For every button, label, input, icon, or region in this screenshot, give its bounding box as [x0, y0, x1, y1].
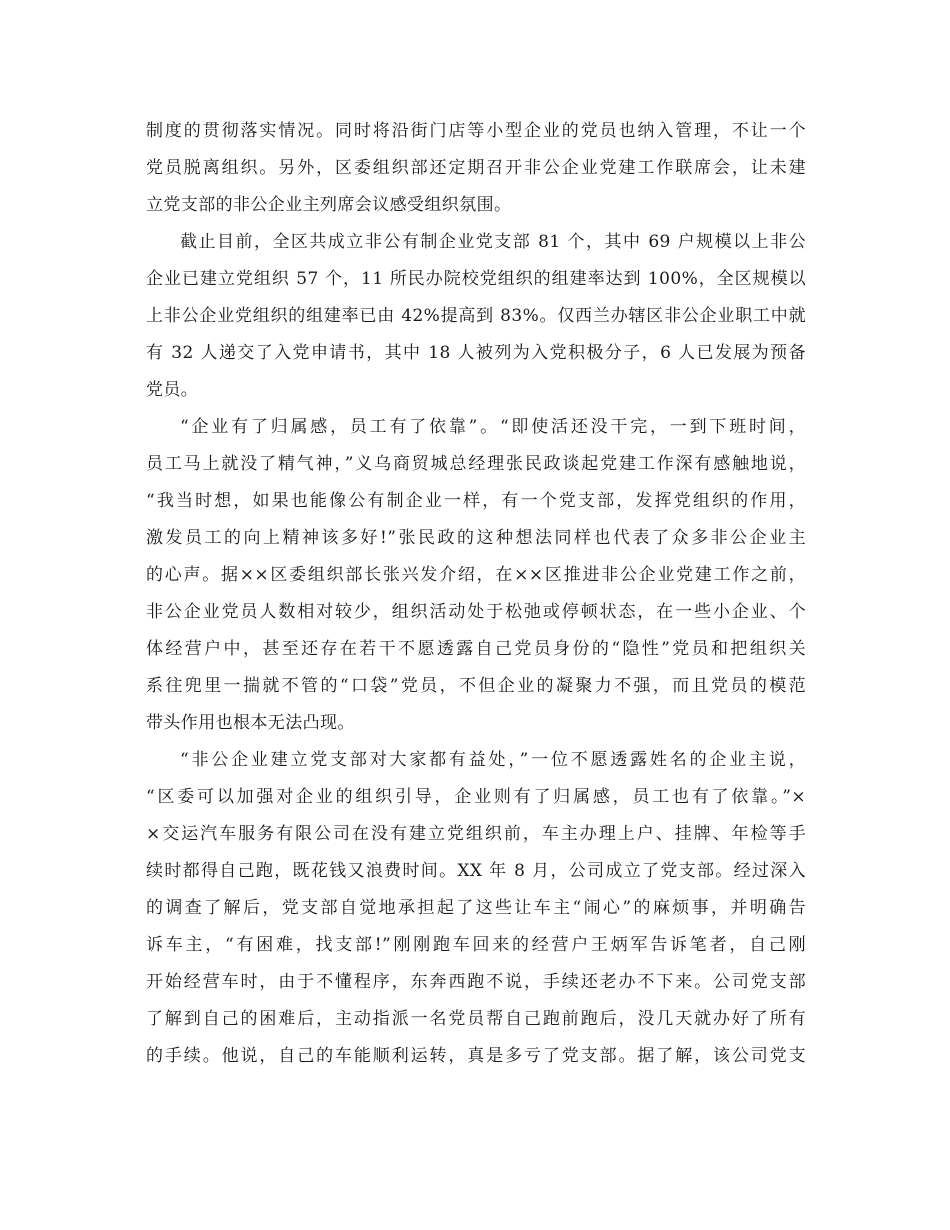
text-line: 制度的贯彻落实情况。同时将沿街门店等小型企业的党员也纳入管理，不让一个 — [146, 121, 806, 141]
text-line: 系往兜里一揣就不管的“口袋”党员，不但企业的凝聚力不强，而且党员的模范 — [146, 676, 806, 696]
text-line: 党员。 — [146, 380, 199, 400]
text-line: 员工马上就没了精气神，”义乌商贸城总经理张民政谈起党建工作深有感触地说， — [146, 454, 806, 474]
document-body — [146, 113, 806, 1075]
text-line: “我当时想，如果也能像公有制企业一样，有一个党支部，发挥党组织的作用， — [146, 491, 806, 511]
text-line: “非公企业建立党支部对大家都有益处，”一位不愿透露姓名的企业主说， — [180, 750, 806, 770]
text-line: 有 32 人递交了入党申请书，其中 18 人被列为入党积极分子，6 人已发展为预备 — [146, 343, 806, 363]
text-line: 诉车主，“有困难，找支部!”刚刚跑车回来的经营户王炳军告诉笔者，自己刚 — [146, 935, 806, 955]
text-line: 激发员工的向上精神该多好!”张民政的这种想法同样也代表了众多非公企业主 — [146, 528, 806, 548]
text-line: 截止目前，全区共成立非公有制企业党支部 81 个，其中 69 户规模以上非公 — [180, 232, 806, 252]
text-line: “企业有了归属感，员工有了依靠”。“即使活还没干完，一到下班时间， — [180, 417, 806, 437]
text-line: 的心声。据××区委组织部长张兴发介绍，在××区推进非公企业党建工作之前， — [146, 565, 806, 585]
text-line: 带头作用也根本无法凸现。 — [146, 713, 355, 733]
text-line: 了解到自己的困难后，主动指派一名党员帮自己跑前跑后，没几天就办好了所有 — [146, 1009, 806, 1029]
text-line: 续时都得自己跑，既花钱又浪费时间。XX 年 8 月，公司成立了党支部。经过深入 — [146, 861, 806, 881]
text-line: 非公企业党员人数相对较少，组织活动处于松弛或停顿状态，在一些小企业、个 — [146, 602, 806, 622]
text-line: 上非公企业党组织的组建率已由 42%提高到 83%。仅西兰办辖区非公企业职工中就 — [146, 306, 806, 326]
text-line: 党员脱离组织。另外，区委组织部还定期召开非公企业党建工作联席会，让未建 — [146, 158, 806, 178]
text-line: ×交运汽车服务有限公司在没有建立党组织前，车主办理上户、挂牌、年检等手 — [146, 824, 806, 844]
text-line: 体经营户中，甚至还存在若干不愿透露自己党员身份的“隐性”党员和把组织关 — [146, 639, 806, 659]
text-line: 企业已建立党组织 57 个，11 所民办院校党组织的组建率达到 100%，全区规模以 — [146, 269, 806, 289]
text-line: 的手续。他说，自己的车能顺利运转，真是多亏了党支部。据了解，该公司党支 — [146, 1046, 806, 1066]
text-line: 的调查了解后，党支部自觉地承担起了这些让车主“闹心”的麻烦事，并明确告 — [146, 898, 806, 918]
text-line: 开始经营车时，由于不懂程序，东奔西跑不说，手续还老办不下来。公司党支部 — [146, 972, 806, 992]
text-line: 立党支部的非公企业主列席会议感受组织氛围。 — [146, 195, 512, 215]
text-line: “区委可以加强对企业的组织引导，企业则有了归属感，员工也有了依靠。”× — [146, 787, 806, 807]
